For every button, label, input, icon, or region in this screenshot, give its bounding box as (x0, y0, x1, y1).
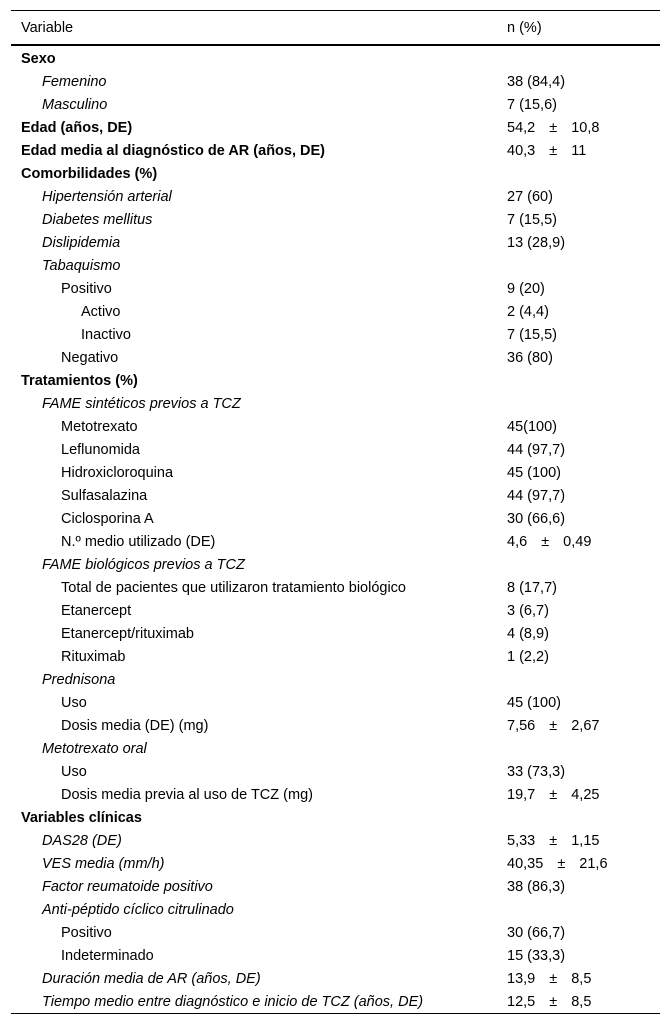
row-label: Dosis media previa al uso de TCZ (mg) (61, 786, 313, 803)
mean-value: 7,56 (507, 717, 536, 734)
row-value: 44 (97,7) (507, 441, 566, 458)
table-row (11, 47, 660, 70)
row-label: Duración media de AR (años, DE) (42, 970, 261, 987)
row-value: 33 (73,3) (507, 763, 566, 780)
row-label: Rituximab (61, 648, 126, 665)
plus-minus-sign: ± (541, 533, 550, 550)
row-label: Metotrexato oral (42, 740, 147, 757)
row-label: Edad media al diagnóstico de AR (años, DE) (21, 142, 326, 159)
table-row (11, 898, 660, 921)
table-row (11, 369, 660, 392)
row-label: FAME sintéticos previos a TCZ (42, 395, 241, 412)
table-row (11, 300, 660, 323)
plus-minus-sign: ± (549, 832, 558, 849)
row-label: Hipertensión arterial (42, 188, 172, 205)
plus-minus-sign: ± (549, 119, 558, 136)
table-row (11, 277, 660, 300)
row-label: Activo (81, 303, 121, 320)
table-row (11, 507, 660, 530)
sd-value: 2,67 (571, 717, 600, 734)
row-value: 38 (86,3) (507, 878, 566, 895)
mean-value: 19,7 (507, 786, 536, 803)
row-value: 30 (66,6) (507, 510, 566, 527)
sd-value: 8,5 (571, 993, 592, 1010)
table-header (11, 11, 660, 46)
plus-minus-sign: ± (549, 717, 558, 734)
mean-value: 13,9 (507, 970, 536, 987)
table-body (11, 46, 660, 1013)
table-row (11, 737, 660, 760)
table-row (11, 415, 660, 438)
row-value: 13 (28,9) (507, 234, 566, 251)
row-value (507, 120, 660, 136)
row-label: VES media (mm/h) (42, 855, 165, 872)
row-value: 8 (17,7) (507, 579, 557, 596)
sd-value: 8,5 (571, 970, 592, 987)
table-row (11, 185, 660, 208)
sd-value: 1,15 (571, 832, 600, 849)
row-label: Uso (61, 694, 87, 711)
row-value: 36 (80) (507, 349, 553, 366)
row-label: Comorbilidades (%) (21, 165, 158, 182)
table-row (11, 346, 660, 369)
table-row (11, 461, 660, 484)
row-value: 7 (15,5) (507, 326, 557, 343)
row-label: Hidroxicloroquina (61, 464, 174, 481)
table-row (11, 231, 660, 254)
table-row (11, 760, 660, 783)
row-value: 1 (2,2) (507, 648, 549, 665)
row-label: N.º medio utilizado (DE) (61, 533, 216, 550)
row-value (507, 534, 660, 550)
row-label: Femenino (42, 73, 107, 90)
mean-value: 40,35 (507, 855, 544, 872)
table-row (11, 70, 660, 93)
mean-value: 40,3 (507, 142, 536, 159)
table-row (11, 668, 660, 691)
table-row (11, 783, 660, 806)
row-value (507, 971, 660, 987)
row-value (507, 143, 660, 159)
header-n: n (%) (507, 19, 542, 36)
row-value (507, 718, 660, 734)
row-label: Tratamientos (%) (21, 372, 138, 389)
row-label: Prednisona (42, 671, 116, 688)
row-value: 27 (60) (507, 188, 553, 205)
table-row (11, 162, 660, 185)
row-label: Inactivo (81, 326, 131, 343)
table-row (11, 645, 660, 668)
plus-minus-sign: ± (549, 786, 558, 803)
row-value: 45 (100) (507, 694, 562, 711)
row-value: 45 (100) (507, 464, 562, 481)
sd-value: 10,8 (571, 119, 600, 136)
sd-value: 11 (571, 142, 587, 159)
row-value: 9 (20) (507, 280, 545, 297)
row-label: Sexo (21, 50, 56, 67)
plus-minus-sign: ± (549, 142, 558, 159)
row-label: Anti-péptido cíclico citrulinado (42, 901, 234, 918)
row-value: 7 (15,6) (507, 96, 557, 113)
table-row (11, 93, 660, 116)
row-label: Tiempo medio entre diagnóstico e inicio de TCZ (años, DE) (42, 993, 424, 1010)
row-label: Uso (61, 763, 87, 780)
table-row (11, 714, 660, 737)
row-label: Total de pacientes que utilizaron tratamiento biológico (61, 579, 406, 596)
table-row (11, 852, 660, 875)
table-row (11, 438, 660, 461)
row-value: 30 (66,7) (507, 924, 566, 941)
row-value: 7 (15,5) (507, 211, 557, 228)
row-value: 3 (6,7) (507, 602, 549, 619)
table-row (11, 622, 660, 645)
row-label: Metotrexato (61, 418, 138, 435)
row-label: DAS28 (DE) (42, 832, 122, 849)
row-label: Negativo (61, 349, 119, 366)
table-row (11, 944, 660, 967)
table-row (11, 484, 660, 507)
row-value: 45(100) (507, 418, 557, 435)
mean-value: 4,6 (507, 533, 528, 550)
plus-minus-sign: ± (549, 993, 558, 1010)
row-value (507, 856, 660, 872)
row-label: Sulfasalazina (61, 487, 148, 504)
plus-minus-sign: ± (557, 855, 566, 872)
plus-minus-sign: ± (549, 970, 558, 987)
table-row (11, 875, 660, 898)
row-label: Tabaquismo (42, 257, 121, 274)
row-value: 38 (84,4) (507, 73, 566, 90)
mean-value: 5,33 (507, 832, 536, 849)
table-row (11, 599, 660, 622)
row-label: Variables clínicas (21, 809, 142, 826)
row-label: Positivo (61, 924, 112, 941)
mean-value: 12,5 (507, 993, 536, 1010)
row-label: Diabetes mellitus (42, 211, 153, 228)
row-label: Dislipidemia (42, 234, 121, 251)
row-value: 44 (97,7) (507, 487, 566, 504)
row-value (507, 833, 660, 849)
row-label: Masculino (42, 96, 108, 113)
table-row (11, 806, 660, 829)
row-label: Indeterminado (61, 947, 154, 964)
table-row (11, 990, 660, 1013)
row-value: 4 (8,9) (507, 625, 549, 642)
row-label: Etanercept (61, 602, 132, 619)
header-variable: Variable (21, 19, 74, 36)
row-value: 2 (4,4) (507, 303, 549, 320)
sd-value: 0,49 (563, 533, 592, 550)
table-row (11, 254, 660, 277)
row-value (507, 787, 660, 803)
row-label: Etanercept/rituximab (61, 625, 194, 642)
sd-value: 4,25 (571, 786, 600, 803)
row-label: Factor reumatoide positivo (42, 878, 213, 895)
table-row (11, 553, 660, 576)
row-label: Edad (años, DE) (21, 119, 133, 136)
row-value: 15 (33,3) (507, 947, 566, 964)
row-label: FAME biológicos previos a TCZ (42, 556, 245, 573)
table-row (11, 392, 660, 415)
row-value (507, 994, 660, 1010)
mean-value: 54,2 (507, 119, 536, 136)
table-row (11, 829, 660, 852)
table-row (11, 116, 660, 139)
table-row (11, 921, 660, 944)
table-row (11, 530, 660, 553)
table-row (11, 576, 660, 599)
sd-value: 21,6 (579, 855, 608, 872)
row-label: Positivo (61, 280, 112, 297)
table-row (11, 323, 660, 346)
row-label: Ciclosporina A (61, 510, 154, 527)
table-row (11, 691, 660, 714)
table-row (11, 967, 660, 990)
table-row (11, 139, 660, 162)
row-label: Dosis media (DE) (mg) (61, 717, 209, 734)
patient-characteristics-table (11, 10, 660, 1014)
row-label: Leflunomida (61, 441, 140, 458)
table-row (11, 208, 660, 231)
